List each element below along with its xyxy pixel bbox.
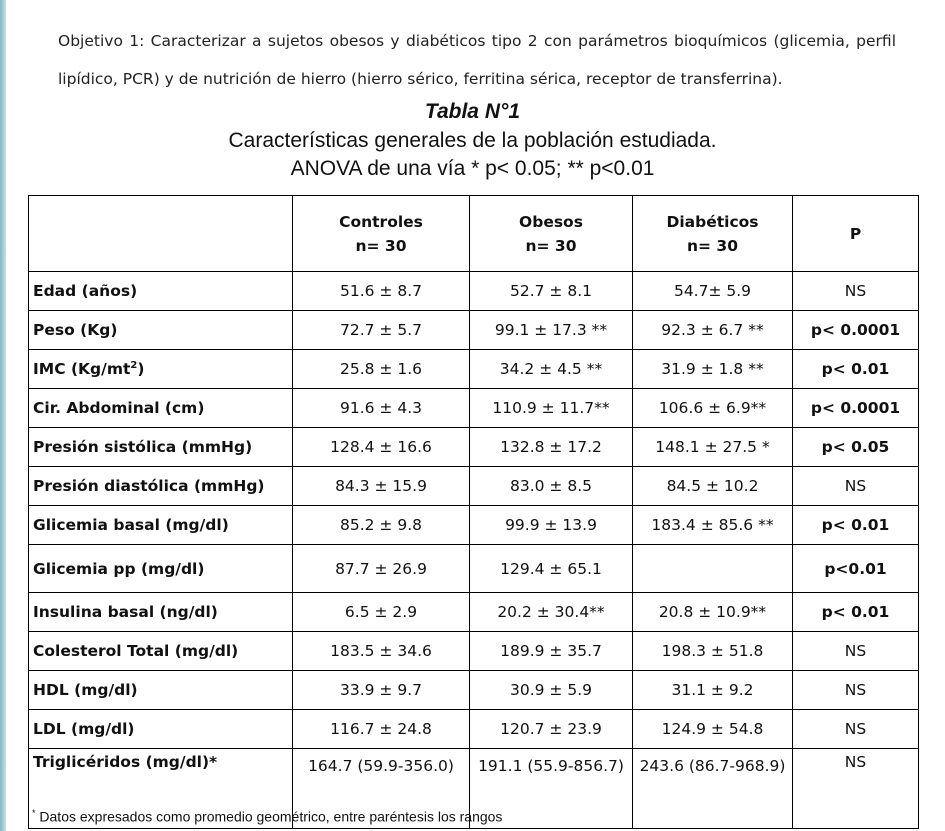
cell-p-value: NS [793,632,919,671]
cell-obesos: 191.1 (55.9-856.7) [470,749,633,829]
cell-controles: 116.7 ± 24.8 [293,710,470,749]
cell-diabeticos: 84.5 ± 10.2 [633,467,793,506]
cell-controles: 33.9 ± 9.7 [293,671,470,710]
cell-obesos: 83.0 ± 8.5 [470,467,633,506]
row-label: Insulina basal (ng/dl) [29,593,293,632]
table-header-row [29,196,919,272]
cell-diabeticos: 183.4 ± 85.6 ** [633,506,793,545]
table-row [29,467,919,506]
cell-diabeticos: 31.1 ± 9.2 [633,671,793,710]
cell-diabeticos: 148.1 ± 27.5 * [633,428,793,467]
cell-obesos: 30.9 ± 5.9 [470,671,633,710]
slide-left-border [0,0,6,831]
table-row [29,545,919,593]
row-label: Presión sistólica (mmHg) [29,428,293,467]
table-row [29,593,919,632]
cell-diabeticos: 20.8 ± 10.9** [633,593,793,632]
row-label: LDL (mg/dl) [29,710,293,749]
cell-p-value: NS [793,710,919,749]
cell-obesos: 132.8 ± 17.2 [470,428,633,467]
row-label: Colesterol Total (mg/dl) [29,632,293,671]
table-row [29,671,919,710]
objective-text: Objetivo 1: Caracterizar a sujetos obesos y diabéticos tipo 2 con parámetros bioquímicos (glicemia, perfil lipídico, PCR) y de nutrición de hierro (hierro sérico, ferritina sérica, receptor de transferrina). [58,32,896,88]
footnote-text: Datos expresados como promedio geométrico, entre paréntesis los rangos [35,808,503,825]
table-row [29,632,919,671]
header-controles [293,196,470,272]
header-obesos-name: Obesos [519,212,583,231]
row-label: Edad (años) [29,272,293,311]
table-subtitle: Características generales de la población estudiada. [228,129,717,152]
row-label: Presión diastólica (mmHg) [29,467,293,506]
header-empty-cell [29,196,293,272]
row-label: Peso (Kg) [29,311,293,350]
cell-controles: 84.3 ± 15.9 [293,467,470,506]
cell-controles: 6.5 ± 2.9 [293,593,470,632]
cell-p-value: NS [793,671,919,710]
anova-note: ANOVA de una vía * p< 0.05; ** p<0.01 [290,157,655,180]
table-row [29,710,919,749]
footnote [32,808,502,825]
cell-obesos: 34.2 ± 4.5 ** [470,350,633,389]
cell-p-value: NS [793,467,919,506]
header-p-name: P [849,224,862,243]
header-diabeticos [633,196,793,272]
cell-diabeticos: 54.7± 5.9 [633,272,793,311]
header-controles-n: n= 30 [355,236,407,255]
cell-p-value: p<0.01 [793,545,919,593]
cell-p-value: p< 0.01 [793,593,919,632]
cell-controles: 128.4 ± 16.6 [293,428,470,467]
table-row [29,428,919,467]
cell-diabeticos: 106.6 ± 6.9** [633,389,793,428]
cell-diabeticos: 92.3 ± 6.7 ** [633,311,793,350]
row-label: HDL (mg/dl) [29,671,293,710]
cell-p-value: p< 0.0001 [793,389,919,428]
cell-diabeticos [633,545,793,593]
cell-controles: 91.6 ± 4.3 [293,389,470,428]
cell-controles: 72.7 ± 5.7 [293,311,470,350]
row-label: Cir. Abdominal (cm) [29,389,293,428]
cell-diabeticos: 243.6 (86.7-968.9) [633,749,793,829]
row-label: Glicemia pp (mg/dl) [29,545,293,593]
header-obesos [470,196,633,272]
header-obesos-n: n= 30 [525,236,577,255]
cell-controles: 87.7 ± 26.9 [293,545,470,593]
cell-controles: 85.2 ± 9.8 [293,506,470,545]
cell-p-value: p< 0.05 [793,428,919,467]
table-row [29,272,919,311]
header-diabeticos-n: n= 30 [687,236,738,255]
cell-p-value: p< 0.01 [793,506,919,545]
table-title: Tabla N°1 [424,100,521,123]
header-diabeticos-name: Diabéticos [666,212,759,231]
cell-p-value: NS [793,272,919,311]
table-row [29,311,919,350]
cell-obesos: 189.9 ± 35.7 [470,632,633,671]
table-row [29,350,919,389]
cell-p-value: NS [793,749,919,829]
cell-diabeticos: 31.9 ± 1.8 ** [633,350,793,389]
table-row [29,506,919,545]
footnote-mark: * [32,808,36,818]
row-label: Triglicéridos (mg/dl)* [29,749,293,829]
table-row [29,389,919,428]
cell-controles: 164.7 (59.9-356.0) [293,749,470,829]
cell-p-value: p< 0.0001 [793,311,919,350]
row-label: Glicemia basal (mg/dl) [29,506,293,545]
cell-p-value: p< 0.01 [793,350,919,389]
cell-obesos: 52.7 ± 8.1 [470,272,633,311]
header-p [793,196,919,272]
cell-obesos: 99.1 ± 17.3 ** [470,311,633,350]
cell-obesos: 120.7 ± 23.9 [470,710,633,749]
header-controles-name: Controles [339,212,423,231]
cell-obesos: 110.9 ± 11.7** [470,389,633,428]
cell-obesos: 20.2 ± 30.4** [470,593,633,632]
data-table [28,195,919,829]
row-label: IMC $(Kg/mt^2)$ [29,350,293,389]
cell-controles: 183.5 ± 34.6 [293,632,470,671]
cell-obesos: 99.9 ± 13.9 [470,506,633,545]
cell-obesos: 129.4 ± 65.1 [470,545,633,593]
table-body [29,272,919,829]
cell-controles: 51.6 ± 8.7 [293,272,470,311]
cell-controles: 25.8 ± 1.6 [293,350,470,389]
cell-diabeticos: 124.9 ± 54.8 [633,710,793,749]
cell-diabeticos: 198.3 ± 51.8 [633,632,793,671]
